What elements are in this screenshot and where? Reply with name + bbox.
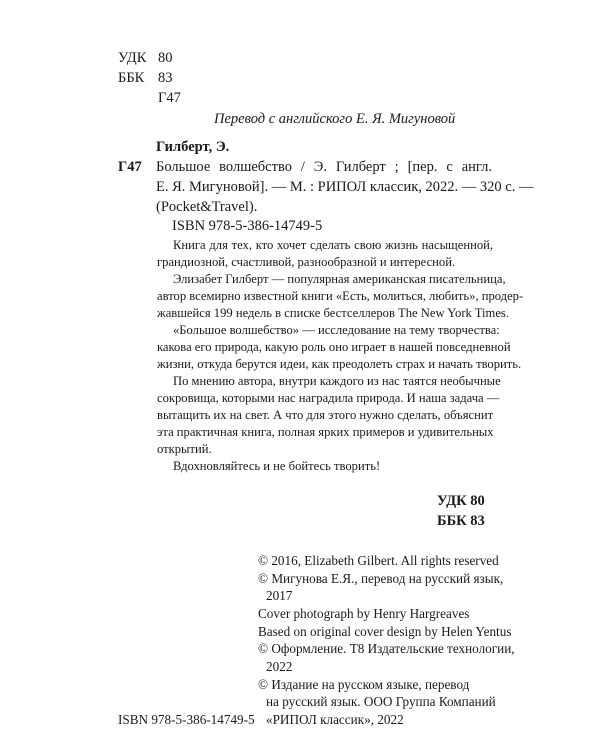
- copyright-line: 2017: [266, 588, 293, 603]
- copyright-line: Cover photograph by Henry Hargreaves: [258, 606, 470, 621]
- isbn-bottom: ISBN 978-5-386-14749-5: [118, 712, 255, 727]
- bbk-value: 83: [158, 70, 173, 86]
- bbk-code-right: ББК 83: [437, 513, 485, 529]
- bbk-label: ББК: [118, 70, 145, 86]
- annotation-line: какова его природа, какую роль оно играет в нашей повседневной: [157, 340, 511, 354]
- copyright-line: © Издание на русском языке, перевод: [258, 677, 470, 692]
- annotation-line: эта практичная книга, полная ярких примеров и удивительных: [157, 425, 494, 439]
- copyright-line: © 2016, Elizabeth Gilbert. All rights reserved: [258, 553, 499, 568]
- entry-sign: Г47: [118, 159, 142, 175]
- annotation-line: По мнению автора, внутри каждого из нас таятся необычные: [173, 374, 501, 388]
- annotation-line: жавшейся 199 недель в списке бестселлеров The New York Times.: [157, 306, 509, 320]
- annotation-line: Книга для тех, кто хочет сделать свою жизнь насыщенной,: [173, 238, 493, 252]
- udk-code-right: УДК 80: [437, 493, 485, 509]
- entry-isbn: ISBN 978-5-386-14749-5: [172, 218, 323, 234]
- udk-label: УДК: [118, 50, 147, 66]
- entry-line: (Pocket&Travel).: [156, 199, 258, 215]
- copyright-line: 2022: [266, 659, 293, 674]
- translator-note: Перевод с английского Е. Я. Мигуновой: [214, 111, 456, 127]
- entry-line: Е. Я. Мигуновой]. — М. : РИПОЛ классик, 2022. — 320 с. —: [156, 179, 534, 195]
- author-sign: Г47: [158, 90, 181, 106]
- annotation-line: вытащить их на свет. А что для этого нужно сделать, объяснит: [157, 408, 494, 422]
- annotation-line: Вдохновляйтесь и не бойтесь творить!: [173, 459, 381, 473]
- udk-value: 80: [158, 50, 173, 66]
- annotation-line: грандиозной, счастливой, разнообразной и интересной.: [157, 255, 456, 269]
- copyright-line: Based on original cover design by Helen Yentus: [258, 624, 512, 639]
- entry-author: Гилберт, Э.: [156, 139, 230, 155]
- copyright-line: «РИПОЛ классик», 2022: [266, 712, 404, 727]
- annotation-line: жизни, откуда берутся идеи, как преодолеть страх и начать творить.: [157, 357, 522, 371]
- annotation-line: сокровища, которыми нас наградила природа. И наша задача —: [157, 391, 500, 405]
- copyright-line: © Мигунова Е.Я., перевод на русский язык,: [258, 571, 504, 586]
- copyright-line: на русский язык. ООО Группа Компаний: [266, 694, 496, 709]
- annotation-line: «Большое волшебство» — исследование на тему творчества:: [173, 323, 500, 337]
- copyright-line: © Оформление. Т8 Издательские технологии,: [258, 641, 515, 656]
- annotation-line: автор всемирно известной книги «Есть, молиться, любить», продер-: [157, 289, 524, 303]
- annotation-line: открытий.: [157, 442, 212, 456]
- annotation-line: Элизабет Гилберт — популярная американская писательница,: [173, 272, 506, 286]
- entry-line: Большое волшебство / Э. Гилберт ; [пер. с англ.: [156, 159, 492, 175]
